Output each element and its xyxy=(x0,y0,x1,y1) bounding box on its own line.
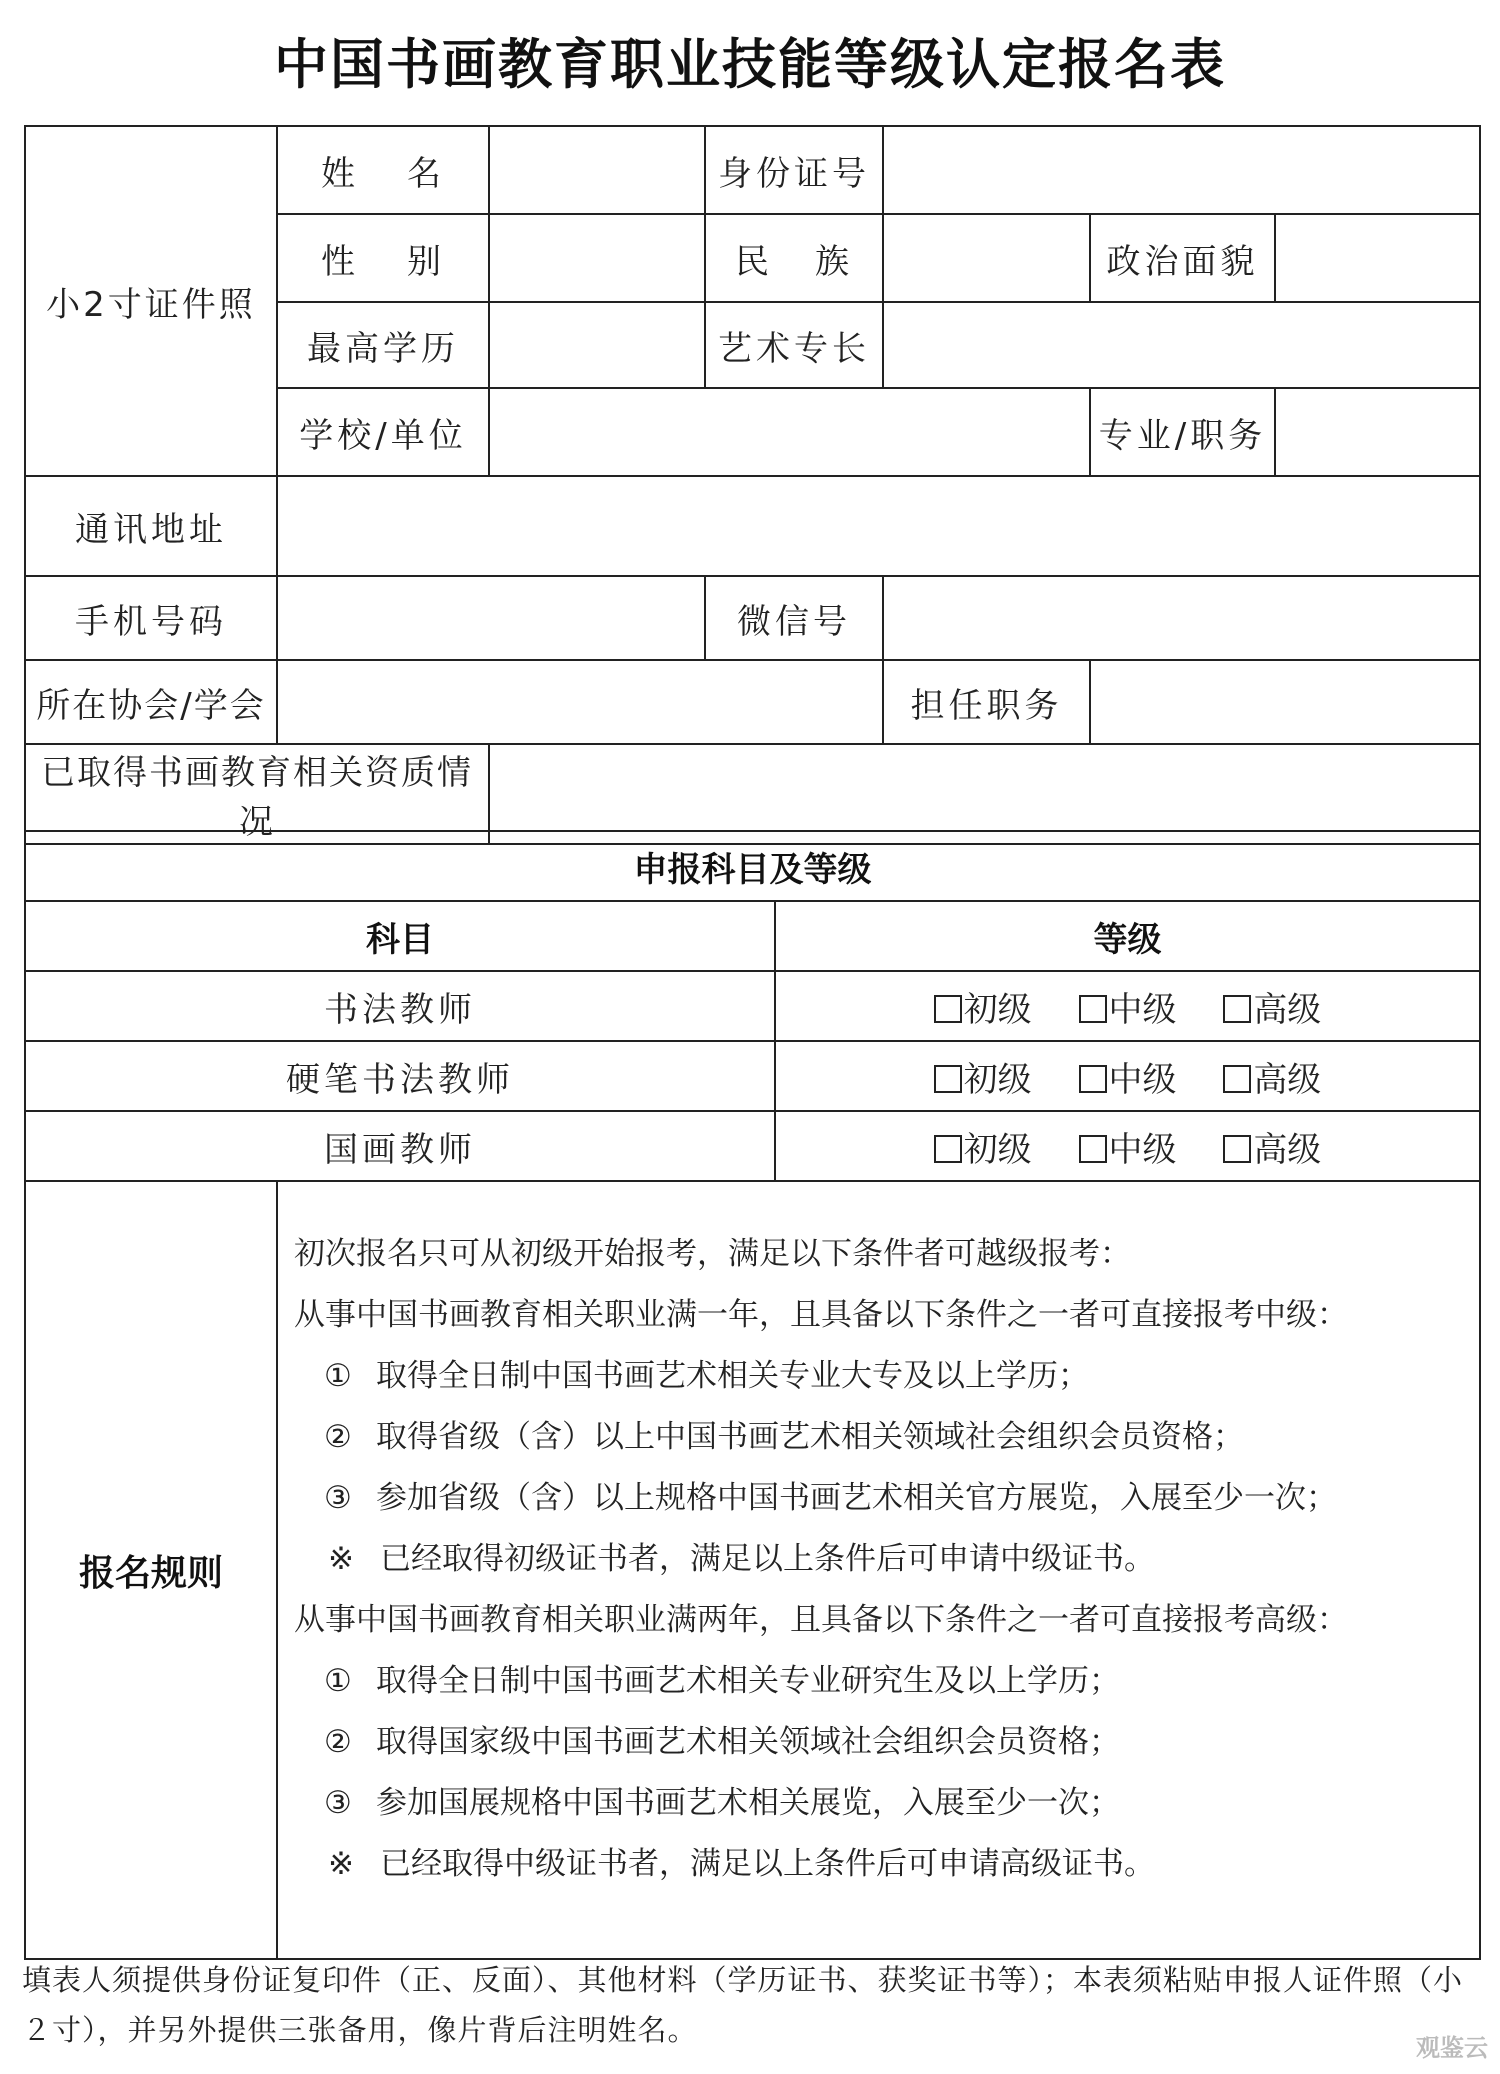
rule-marker: ※ xyxy=(328,1541,354,1577)
checkbox-beginner[interactable] xyxy=(934,1065,962,1093)
name-input[interactable] xyxy=(489,126,705,214)
rule-text: 取得全日制中国书画艺术相关专业研究生及以上学历； xyxy=(376,1663,1120,1699)
rules-content xyxy=(277,1181,1480,1959)
id-number-label: 身份证号 xyxy=(705,126,883,214)
col-subject-header: 科目 xyxy=(25,901,775,971)
subject-hard-pen: 硬笔书法教师 xyxy=(25,1041,775,1111)
rule-text: 取得全日制中国书画艺术相关专业大专及以上学历； xyxy=(376,1358,1089,1394)
checkbox-intermediate[interactable] xyxy=(1079,995,1107,1023)
rule-line xyxy=(294,1529,1479,1590)
political-status-input[interactable] xyxy=(1275,214,1480,302)
art-specialty-input[interactable] xyxy=(883,302,1480,388)
rule-text: 参加省级（含）以上规格中国书画艺术相关官方展览，入展至少一次； xyxy=(376,1480,1337,1516)
checkbox-intermediate[interactable] xyxy=(1079,1135,1107,1163)
major-position-input[interactable] xyxy=(1275,388,1480,476)
subject-chinese-painting: 国画教师 xyxy=(25,1111,775,1181)
ethnicity-input[interactable] xyxy=(883,214,1090,302)
photo-label: 小2寸证件照 xyxy=(46,284,256,325)
subjects-table xyxy=(24,830,1481,1960)
role-input[interactable] xyxy=(1090,660,1480,744)
rule-text: 从事中国书画教育相关职业满两年，且具备以下条件之一者可直接报考高级： xyxy=(294,1602,1348,1638)
rule-line xyxy=(294,1407,1479,1468)
rule-line xyxy=(294,1590,1479,1651)
rule-marker: ※ xyxy=(328,1846,354,1882)
rules-list xyxy=(294,1224,1479,1895)
rule-text: 初次报名只可从初级开始报考，满足以下条件者可越级报考： xyxy=(294,1236,1131,1272)
gender-label-cell: 性 别 xyxy=(277,214,489,302)
rule-line xyxy=(294,1773,1479,1834)
gender-input[interactable] xyxy=(489,214,705,302)
name-label-cell: 姓 名 xyxy=(277,126,489,214)
subjects-header: 申报科目及等级 xyxy=(25,831,1480,901)
art-specialty-label: 艺术专长 xyxy=(705,302,883,388)
checkbox-advanced[interactable] xyxy=(1223,1135,1251,1163)
rule-text: 取得国家级中国书画艺术相关领域社会组织会员资格； xyxy=(376,1724,1120,1760)
checkbox-advanced[interactable] xyxy=(1223,995,1251,1023)
checkbox-beginner[interactable] xyxy=(934,995,962,1023)
checkbox-beginner[interactable] xyxy=(934,1135,962,1163)
political-status-label: 政治面貌 xyxy=(1090,214,1275,302)
rule-text: 已经取得初级证书者，满足以上条件后可申请中级证书。 xyxy=(380,1541,1155,1577)
wechat-label: 微信号 xyxy=(705,576,883,660)
rule-marker: ② xyxy=(324,1724,352,1760)
rules-title: 报名规则 xyxy=(25,1181,277,1959)
association-input[interactable] xyxy=(277,660,883,744)
rule-marker: ① xyxy=(324,1663,352,1699)
checkbox-advanced[interactable] xyxy=(1223,1065,1251,1093)
form-title: 中国书画教育职业技能等级认定报名表 xyxy=(274,32,1226,96)
rule-line xyxy=(294,1834,1479,1895)
subject-calligraphy: 书法教师 xyxy=(25,971,775,1041)
role-label: 担任职务 xyxy=(883,660,1090,744)
personal-info-table xyxy=(24,125,1481,845)
watermark-logo: 观鉴云 xyxy=(1416,2034,1488,2062)
rule-text: 从事中国书画教育相关职业满一年，且具备以下条件之一者可直接报考中级： xyxy=(294,1297,1348,1333)
rule-marker: ③ xyxy=(324,1480,352,1516)
education-input[interactable] xyxy=(489,302,705,388)
rule-line xyxy=(294,1285,1479,1346)
wechat-input[interactable] xyxy=(883,576,1480,660)
phone-input[interactable] xyxy=(277,576,705,660)
address-label: 通讯地址 xyxy=(25,476,277,576)
level-options-hard-pen: 初级 中级 高级 xyxy=(775,1041,1480,1111)
footer-note: 填表人须提供身份证复印件（正、反面）、其他材料（学历证书、获奖证书等）；本表须粘贴申报人证件照（小２寸），并另外提供三张备用，像片背后注明姓名。 xyxy=(22,1963,1464,2047)
rule-line xyxy=(294,1712,1479,1773)
rule-line xyxy=(294,1651,1479,1712)
level-options-calligraphy: 初级 中级 高级 xyxy=(775,971,1480,1041)
rule-text: 已经取得中级证书者，满足以上条件后可申请高级证书。 xyxy=(380,1846,1155,1882)
checkbox-intermediate[interactable] xyxy=(1079,1065,1107,1093)
phone-label: 手机号码 xyxy=(25,576,277,660)
rule-marker: ① xyxy=(324,1358,352,1394)
rule-line xyxy=(294,1224,1479,1285)
rule-line xyxy=(294,1346,1479,1407)
education-label: 最高学历 xyxy=(277,302,489,388)
rule-marker: ③ xyxy=(324,1785,352,1821)
qualifications-label: 已取得书画教育相关资质情况 xyxy=(25,744,489,844)
rule-text: 参加国展规格中国书画艺术相关展览，入展至少一次； xyxy=(376,1785,1120,1821)
id-number-input[interactable] xyxy=(883,126,1480,214)
qualifications-input[interactable] xyxy=(489,744,1480,844)
level-options-chinese-painting: 初级 中级 高级 xyxy=(775,1111,1480,1181)
school-unit-label: 学校/单位 xyxy=(277,388,489,476)
rule-text: 取得省级（含）以上中国书画艺术相关领域社会组织会员资格； xyxy=(376,1419,1244,1455)
association-label: 所在协会/学会 xyxy=(25,660,277,744)
address-input[interactable] xyxy=(277,476,1480,576)
rule-marker: ② xyxy=(324,1419,352,1455)
photo-cell xyxy=(25,126,277,476)
rule-line xyxy=(294,1468,1479,1529)
ethnicity-label-cell: 民 族 xyxy=(705,214,883,302)
school-unit-input[interactable] xyxy=(489,388,1090,476)
major-position-label: 专业/职务 xyxy=(1090,388,1275,476)
col-level-header: 等级 xyxy=(775,901,1480,971)
